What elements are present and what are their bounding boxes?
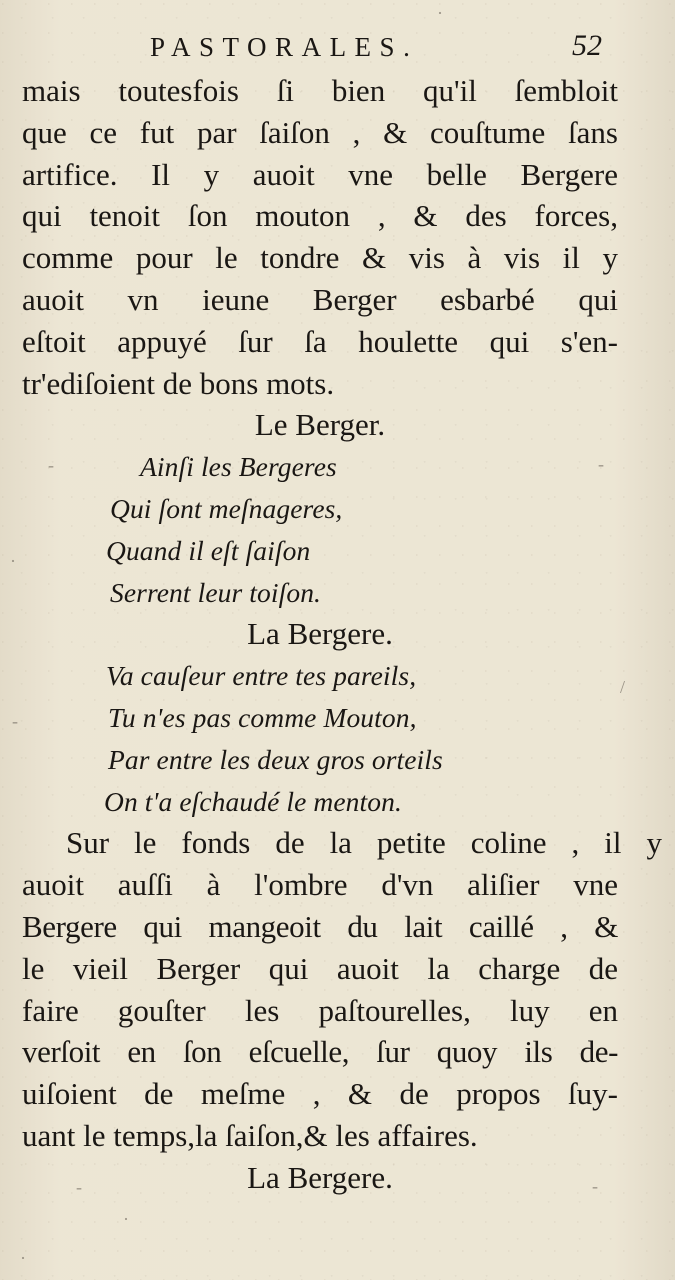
print-specks: · xyxy=(437,3,443,23)
print-specks: · xyxy=(20,1248,26,1268)
prose-line: que ce fut par ſaiſon , & couſtume ſans xyxy=(22,114,618,150)
print-specks: · xyxy=(10,551,16,571)
prose-line: uiſoient de meſme , & de propos ſuy- xyxy=(22,1076,618,1112)
prose-line: Bergere qui mangeoit du lait caillé , & xyxy=(22,908,618,944)
print-specks: - xyxy=(76,1177,82,1197)
page-header xyxy=(0,28,675,66)
verse-line: Par entre les deux gros orteils xyxy=(108,743,443,775)
prose-line: artifice. Il y auoit vne belle Bergere xyxy=(22,156,618,192)
prose-line: mais toutesfois ſi bien qu'il ſembloit xyxy=(22,73,618,108)
print-specks: - xyxy=(598,454,604,474)
print-specks: / xyxy=(620,677,626,697)
verse-line: Tu n'es pas comme Mouton, xyxy=(108,701,417,733)
speaker-heading: La Bergere. xyxy=(247,616,393,652)
prose-line: auoit vn ieune Berger esbarbé qui xyxy=(22,281,618,317)
prose-line: eſtoit appuyé ſur ſa houlette qui s'en- xyxy=(22,323,618,359)
prose-line: Sur le fonds de la petite coline , il y xyxy=(66,825,662,861)
running-head: PASTORALES. xyxy=(150,32,419,62)
print-specks: · xyxy=(123,1209,129,1229)
verse-line: On t'a eſchaudé le menton. xyxy=(104,785,402,817)
print-specks: - xyxy=(592,1176,598,1196)
printed-text-block xyxy=(22,70,662,1199)
prose-line: verſoit en ſon eſcuelle, ſur quoy ils de- xyxy=(22,1034,618,1070)
prose-line: tr'ediſoient de bons mots. xyxy=(22,365,335,401)
print-specks: - xyxy=(48,455,54,475)
verse-line: Quand il eſt ſaiſon xyxy=(106,534,311,566)
prose-line: le vieil Berger qui auoit la charge de xyxy=(22,950,618,986)
verse-line: Ainſi les Bergeres xyxy=(140,451,337,483)
prose-line: uant le temps,la ſaiſon,& les affaires. xyxy=(22,1117,478,1153)
speaker-heading: La Bergere. xyxy=(247,1159,393,1195)
verse-line: Qui ſont meſnageres, xyxy=(110,492,343,524)
prose-line: qui tenoit ſon mouton , & des forces, xyxy=(22,198,618,234)
print-specks: - xyxy=(12,711,18,731)
verse-line: Va cauſeur entre tes pareils, xyxy=(106,660,417,692)
prose-line: faire gouſter les paſtourelles, luy en xyxy=(22,992,618,1028)
prose-line: auoit auſſi à l'ombre d'vn aliſier vne xyxy=(22,867,618,903)
page-number: 52 xyxy=(572,29,602,62)
prose-line: comme pour le tondre & vis à vis il y xyxy=(22,240,618,276)
verse-line: Serrent leur toiſon. xyxy=(110,576,322,608)
speaker-heading: Le Berger. xyxy=(254,407,386,443)
